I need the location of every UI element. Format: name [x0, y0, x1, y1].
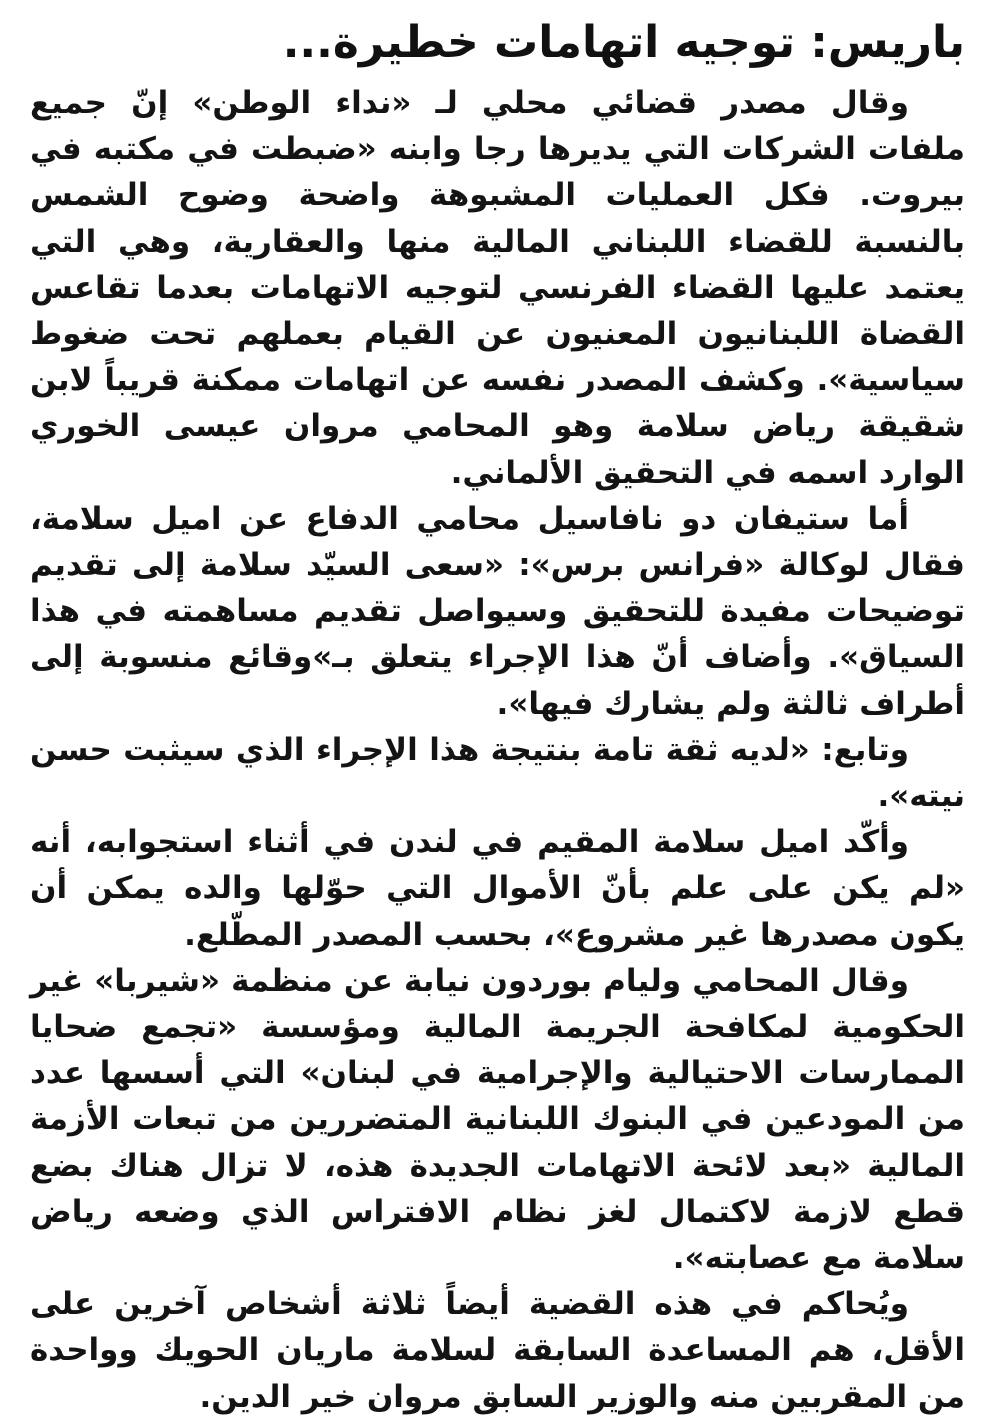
news-article	[30, 14, 965, 1420]
article-paragraph-3: وتابع: «لديه ثقة تامة بنتيجة هذا الإجراء الذي سيثبت حسن نيته».	[30, 731, 965, 815]
article-paragraph-6: ويُحاكم في هذه القضية أيضاً ثلاثة أشخاص آخرين على الأقل، هم المساعدة السابقة لسلامة ماريان الحويك وواحدة من المقربين منه والوزير السابق مروان خير الدين.	[30, 1286, 965, 1415]
article-paragraph-4: وأكّد اميل سلامة المقيم في لندن في أثناء استجوابه، أنه «لم يكن على علم بأنّ الأموال التي حوّلها والده يمكن أن يكون مصدرها غير مشروع»، بحسب المصدر المطّلع.	[30, 824, 965, 953]
article-headline: باريس: توجيه اتهامات خطيرة...	[282, 17, 965, 68]
article-paragraph-5: وقال المحامي وليام بوردون نيابة عن منظمة «شيربا» غير الحكومية لمكافحة الجريمة المالية ومؤسسة «تجمع ضحايا الممارسات الاحتيالية والإجرامية في لبنان» التي أسسها عدد من المودعين في البنوك اللبنانية المتضررين من تبعات الأزمة المالية «بعد لائحة الاتهامات الجديدة هذه، لا تزال هناك بضع قطع لازمة لاكتمال لغز نظام الافتراس الذي وضعه رياض سلامة مع عصابته».	[30, 962, 965, 1277]
article-paragraph-2: أما ستيفان دو نافاسيل محامي الدفاع عن اميل سلامة، فقال لوكالة «فرانس برس»: «سعى السيّد سلامة إلى تقديم توضيحات مفيدة للتحقيق وسيواصل تقديم مساهمته في هذا السياق». وأضاف أنّ هذا الإجراء يتعلق بـ»وقائع منسوبة إلى أطراف ثالثة ولم يشارك فيها».	[30, 500, 965, 722]
article-paragraph-1: وقال مصدر قضائي محلي لـ «نداء الوطن» إنّ جميع ملفات الشركات التي يديرها رجا وابنه «ضبطت في مكتبه في بيروت. فكل العمليات المشبوهة واضحة وضوح الشمس بالنسبة للقضاء اللبناني المالية منها والعقارية، وهي التي يعتمد عليها القضاء الفرنسي لتوجيه الاتهامات بعدما تقاعس القضاة اللبنانيون المعنيون عن القيام بعملهم تحت ضغوط سياسية». وكشف المصدر نفسه عن اتهامات ممكنة قريباً لابن شقيقة رياض سلامة وهو المحامي مروان عيسى الخوري الوارد اسمه في التحقيق الألماني.	[30, 85, 965, 491]
